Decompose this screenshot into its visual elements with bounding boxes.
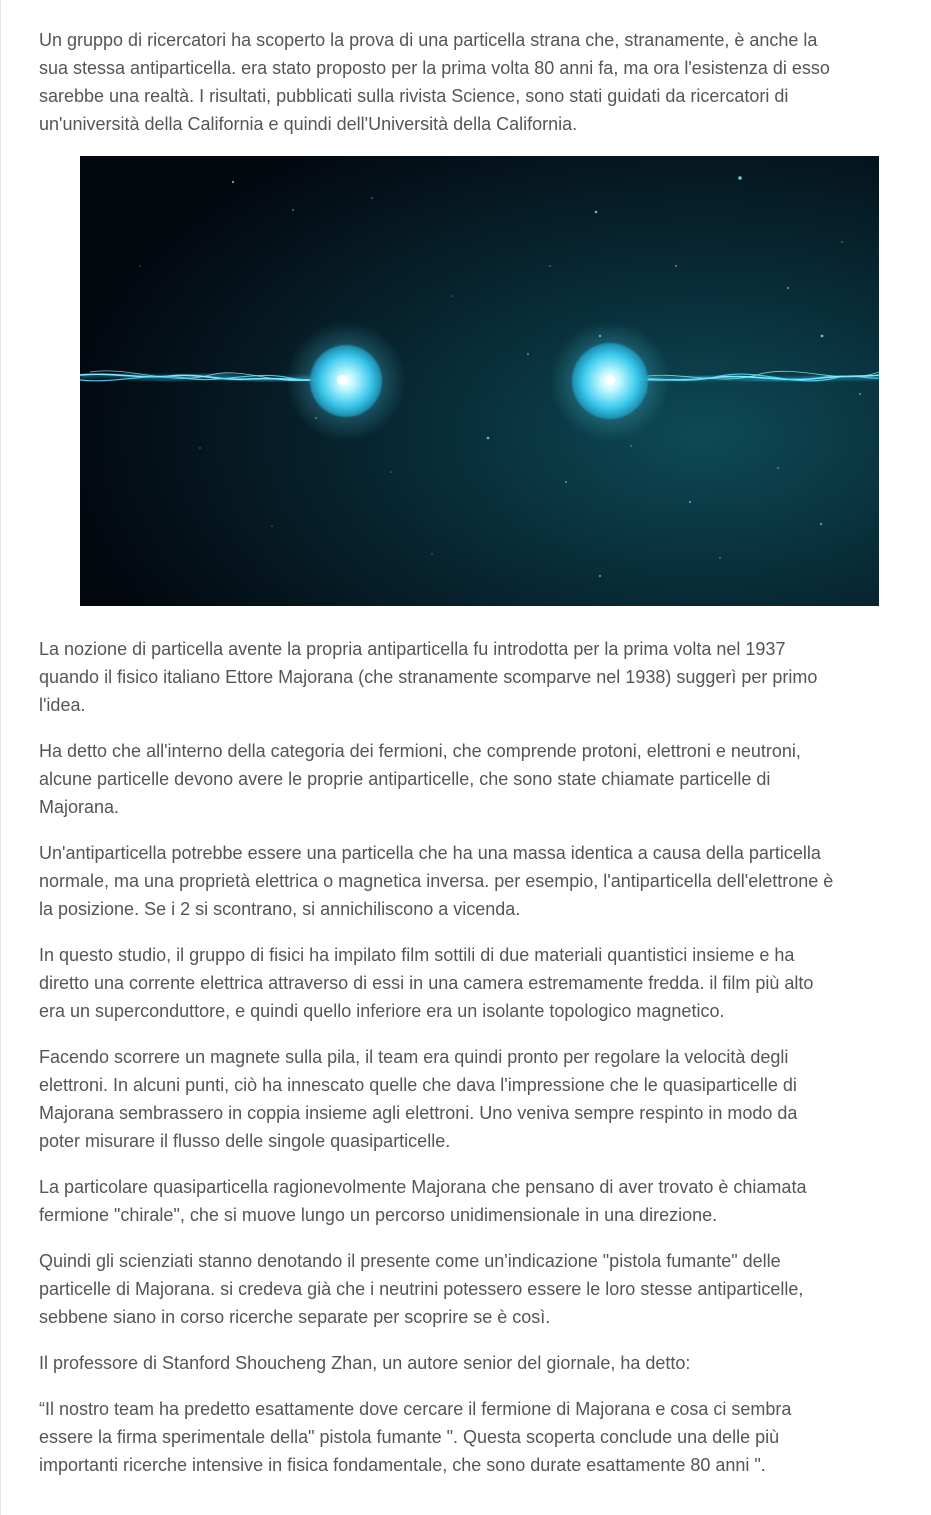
article-intro-paragraph: Un gruppo di ricercatori ha scoperto la prova di una particella strana che, stranamente, è anche la sua stessa antiparticella. era stato proposto per la prima volta 80 anni fa, ma ora l'esistenza di esso sarebbe una realtà. I risultati, pubblicati sulla rivista Science, sono stati guidati da ricercatori di un'università della California e quindi dell'Università della California.	[39, 30, 830, 134]
right-particle	[550, 321, 670, 441]
article-body	[39, 26, 923, 1497]
article-paragraph: Facendo scorrere un magnete sulla pila, il team era quindi pronto per regolare la velocità degli elettroni. In alcuni punti, ciò ha innescato quelle che dava l'impressione che le quasiparticelle di Majorana sembrassero in coppia insieme agli elettroni. Uno veniva sempre respinto in modo da poter misurare il flusso delle singole quasiparticelle.	[39, 1047, 798, 1151]
page-left-border	[0, 0, 1, 1515]
article-paragraph: La particolare quasiparticella ragionevolmente Majorana che pensano di aver trovato è chiamata fermione "chirale", che si muove lungo un percorso unidimensionale in una direzione.	[39, 1177, 807, 1225]
article-paragraph: In questo studio, il gruppo di fisici ha impilato film sottili di due materiali quantistici insieme e ha diretto una corrente elettrica attraverso di essi in una camera estremamente fredda. il film più alto era un superconduttore, e quindi quello inferiore era un isolante topologico magnetico.	[39, 945, 814, 1021]
article-paragraph: Ha detto che all'interno della categoria dei fermioni, che comprende protoni, elettroni e neutroni, alcune particelle devono avere le proprie antiparticelle, che sono state chiamate particelle di Majorana.	[39, 741, 801, 817]
particle-collision-illustration	[80, 156, 879, 606]
left-particle	[286, 321, 406, 441]
article-image	[80, 156, 879, 606]
article-quote: “Il nostro team ha predetto esattamente dove cercare il fermione di Majorana e cosa ci sembra essere la firma sperimentale della" pistola fumante ". Questa scoperta conclude una delle più importanti ricerche intensive in fisica fondamentale, che sono durate esattamente 80 anni ".	[39, 1399, 792, 1475]
article-paragraph: Il professore di Stanford Shoucheng Zhan, un autore senior del giornale, ha detto:	[39, 1353, 691, 1373]
article-paragraph: Un'antiparticella potrebbe essere una particella che ha una massa identica a causa della particella normale, ma una proprietà elettrica o magnetica inversa. per esempio, l'antiparticella dell'elettrone è la posizione. Se i 2 si scontrano, si annichiliscono a vicenda.	[39, 843, 834, 919]
article-paragraph: Quindi gli scienziati stanno denotando il presente come un'indicazione "pistola fumante" delle particelle di Majorana. si credeva già che i neutrini potessero essere le loro stesse antiparticelle, sebbene siano in corso ricerche separate per scoprire se è così.	[39, 1251, 804, 1327]
article-paragraph: La nozione di particella avente la propria antiparticella fu introdotta per la prima volta nel 1937 quando il fisico italiano Ettore Majorana (che stranamente scomparve nel 1938) suggerì per primo l'idea.	[39, 639, 818, 715]
